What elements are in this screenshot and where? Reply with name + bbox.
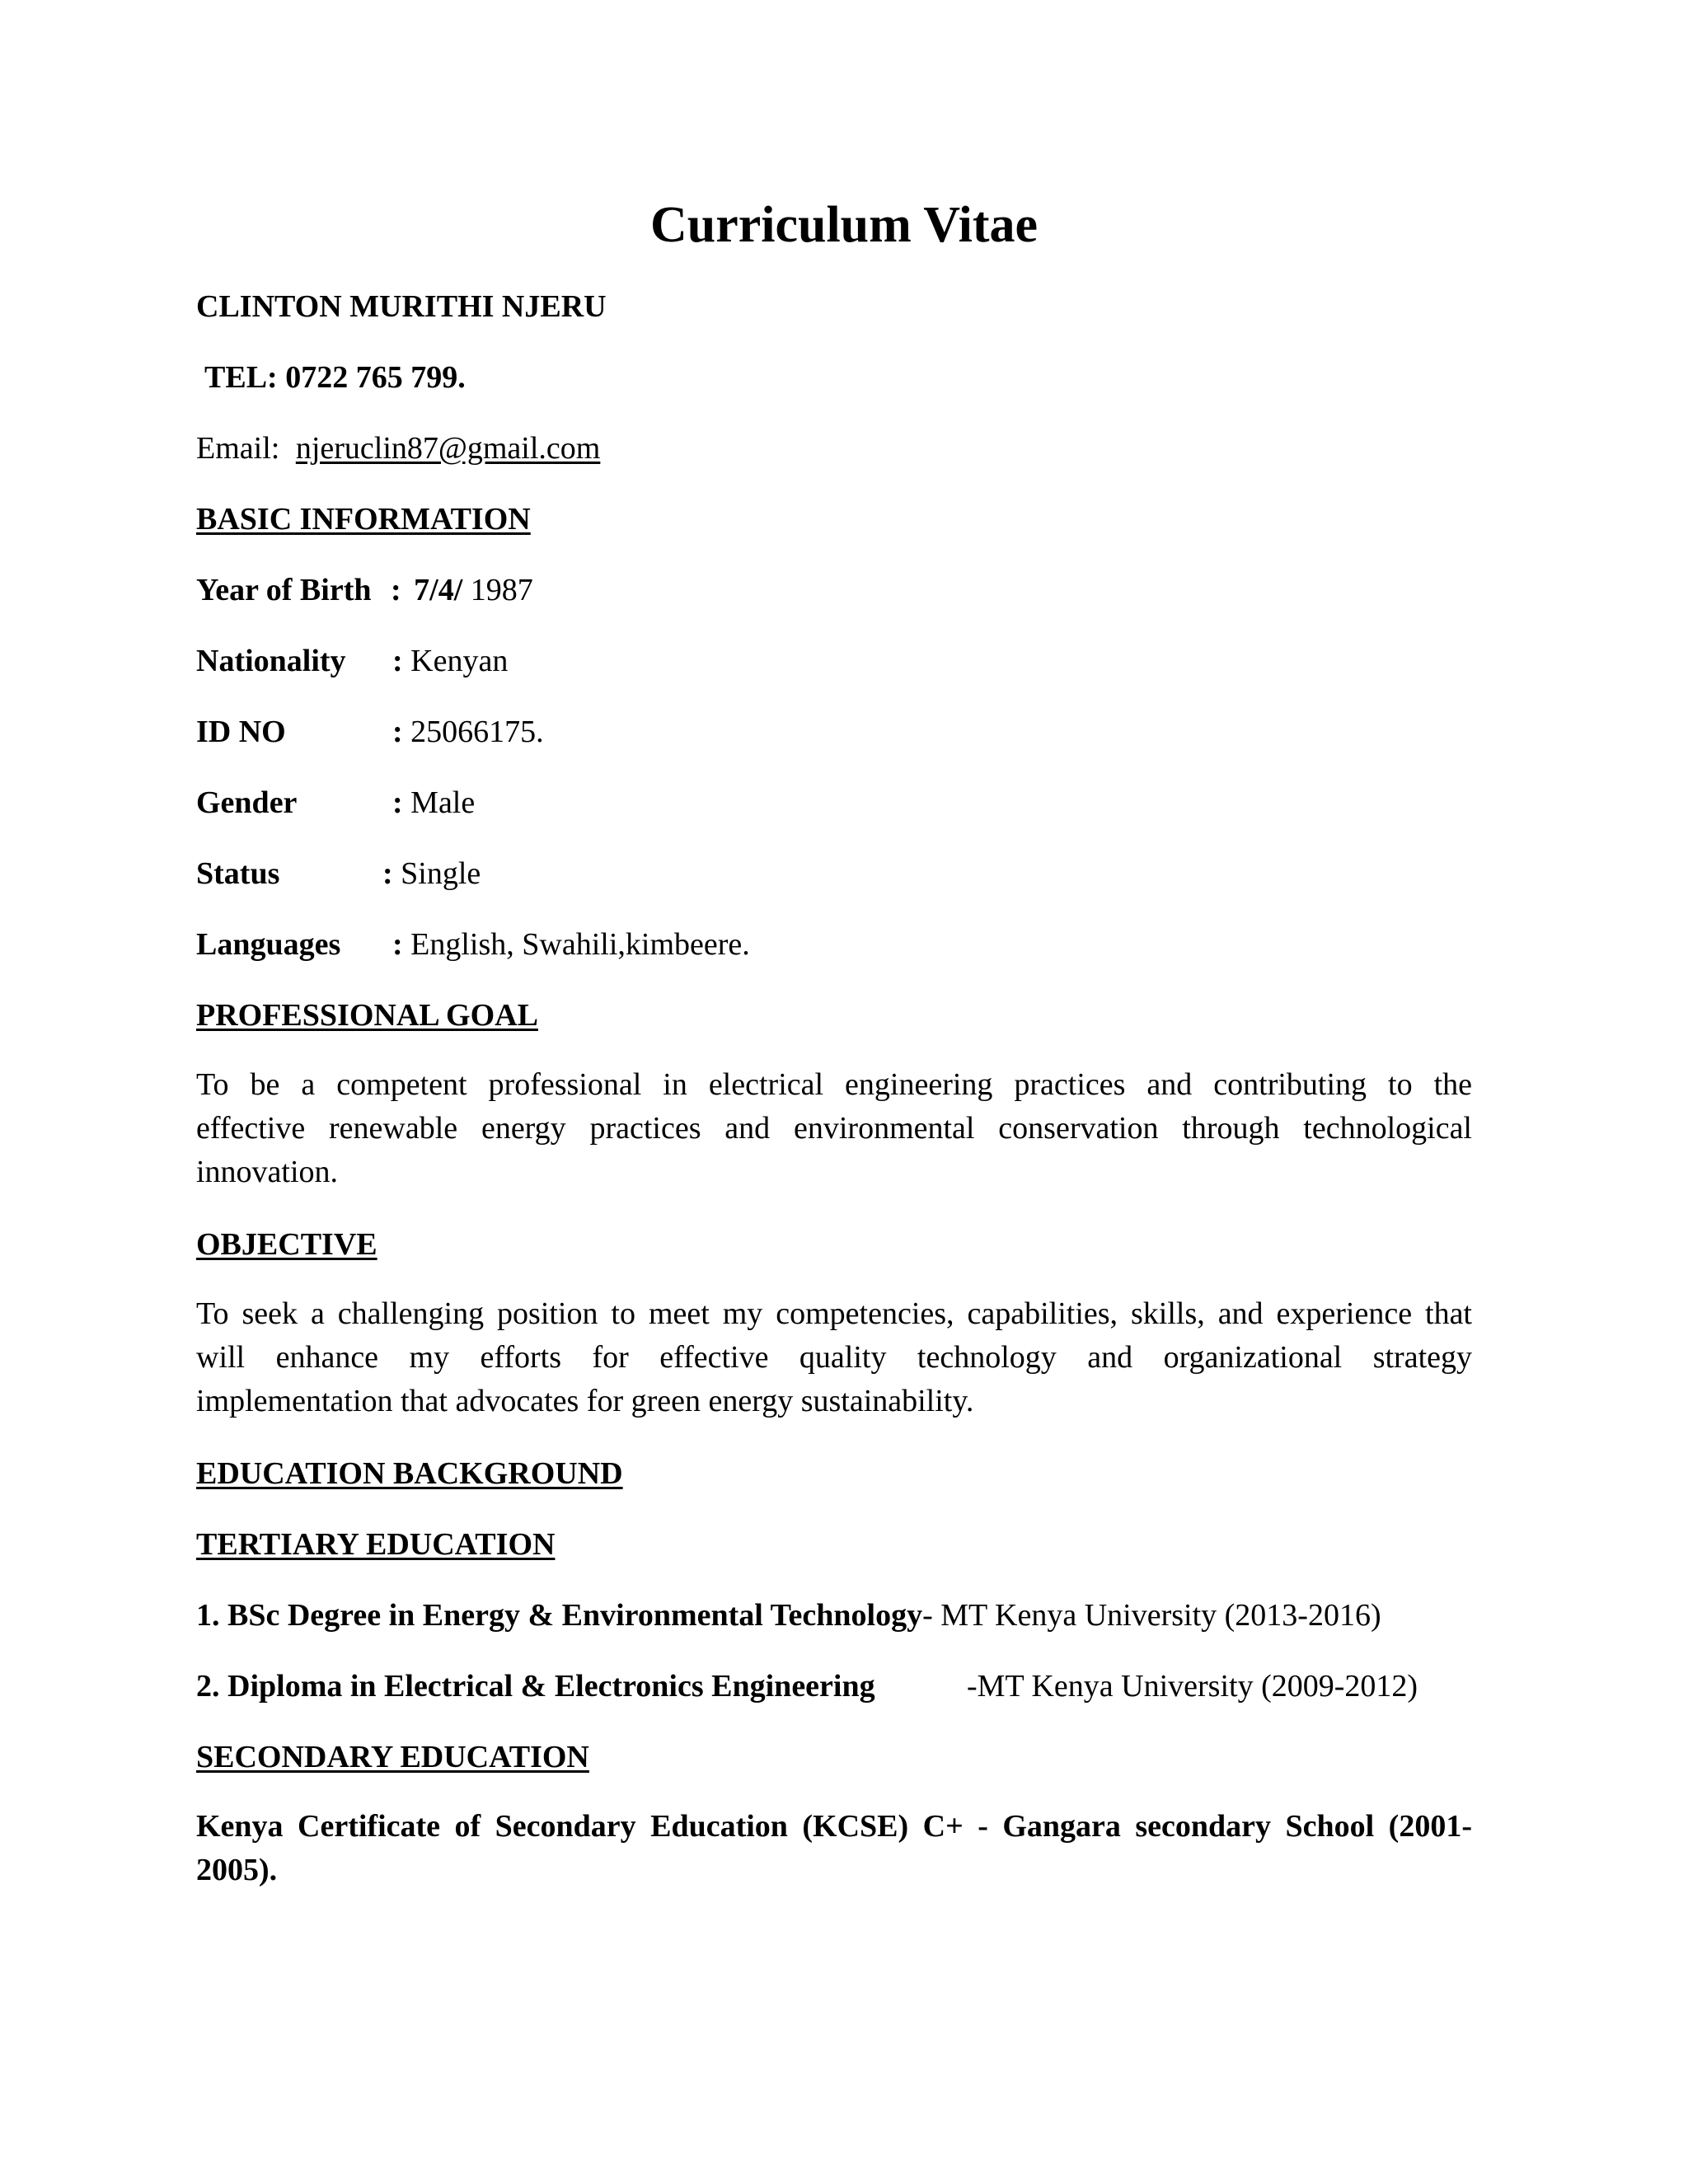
candidate-name: CLINTON MURITHI NJERU xyxy=(196,289,607,324)
secondary-education-heading: SECONDARY EDUCATION xyxy=(196,1740,589,1774)
secondary-education-entry xyxy=(196,1805,1472,1892)
education-background-heading: EDUCATION BACKGROUND xyxy=(196,1456,623,1491)
paragraph-line: implementation that advocates for green energy sustainability. xyxy=(196,1384,974,1418)
email-link[interactable]: njeruclin87@gmail.com xyxy=(295,431,601,466)
info-row-nationality xyxy=(196,643,508,679)
education-entry-diploma xyxy=(196,1668,1449,1704)
info-value-bold: 7/4/ xyxy=(414,573,463,607)
info-row-id-no xyxy=(196,714,544,750)
info-label: Status xyxy=(196,856,280,891)
info-colon: : xyxy=(392,715,403,749)
info-value: Single xyxy=(401,856,481,891)
info-value: Male xyxy=(410,785,476,820)
paragraph-line: 2005). xyxy=(196,1853,278,1887)
basic-information-heading: BASIC INFORMATION xyxy=(196,502,531,537)
info-colon: : xyxy=(392,644,403,678)
tertiary-education-heading: TERTIARY EDUCATION xyxy=(196,1527,556,1562)
education-course: 1. BSc Degree in Energy & Environmental Technology xyxy=(196,1598,923,1633)
education-entry-bsc xyxy=(196,1597,1381,1633)
paragraph-line: To be a competent professional in electrical engineering practices and contributing to the xyxy=(196,1067,1472,1102)
paragraph-line: innovation. xyxy=(196,1155,339,1189)
info-row-gender xyxy=(196,785,475,821)
email-label: Email: xyxy=(196,431,280,466)
info-label: Gender xyxy=(196,785,298,820)
info-value: Kenyan xyxy=(410,644,509,678)
info-colon: : xyxy=(392,927,403,962)
info-row-status xyxy=(196,855,481,892)
telephone: TEL: 0722 765 799. xyxy=(204,360,466,395)
professional-goal-heading: PROFESSIONAL GOAL xyxy=(196,998,538,1033)
info-value: 25066175. xyxy=(410,715,544,749)
professional-goal-paragraph xyxy=(196,1063,1472,1194)
education-institution: -MT Kenya University (2009-2012) xyxy=(967,1669,1418,1704)
info-row-languages xyxy=(196,926,750,963)
info-label: Year of Birth xyxy=(196,573,372,607)
info-value: 1987 xyxy=(462,573,533,607)
info-colon: : xyxy=(382,856,393,891)
education-institution: - MT Kenya University (2013-2016) xyxy=(922,1598,1381,1633)
paragraph-line: will enhance my efforts for effective quality technology and organizational strategy xyxy=(196,1340,1472,1375)
info-colon: : xyxy=(392,785,403,820)
paragraph-line: To seek a challenging position to meet my competencies, capabilities, skills, and experience that xyxy=(196,1296,1472,1331)
email-line xyxy=(196,430,600,466)
education-course: 2. Diploma in Electrical & Electronics Engineering xyxy=(196,1669,875,1704)
paragraph-line: effective renewable energy practices and environmental conservation through technological xyxy=(196,1111,1472,1146)
info-label: Languages xyxy=(196,927,341,962)
info-row-year-of-birth xyxy=(196,572,533,608)
objective-heading: OBJECTIVE xyxy=(196,1227,377,1262)
info-label: ID NO xyxy=(196,715,286,749)
info-label: Nationality xyxy=(196,644,346,678)
paragraph-line: Kenya Certificate of Secondary Education (KCSE) C+ - Gangara secondary School (2001- xyxy=(196,1809,1472,1844)
document-title: Curriculum Vitae xyxy=(649,197,1039,253)
info-colon: : xyxy=(391,573,401,607)
objective-paragraph xyxy=(196,1292,1472,1423)
info-value: English, Swahili,kimbeere. xyxy=(410,927,750,962)
